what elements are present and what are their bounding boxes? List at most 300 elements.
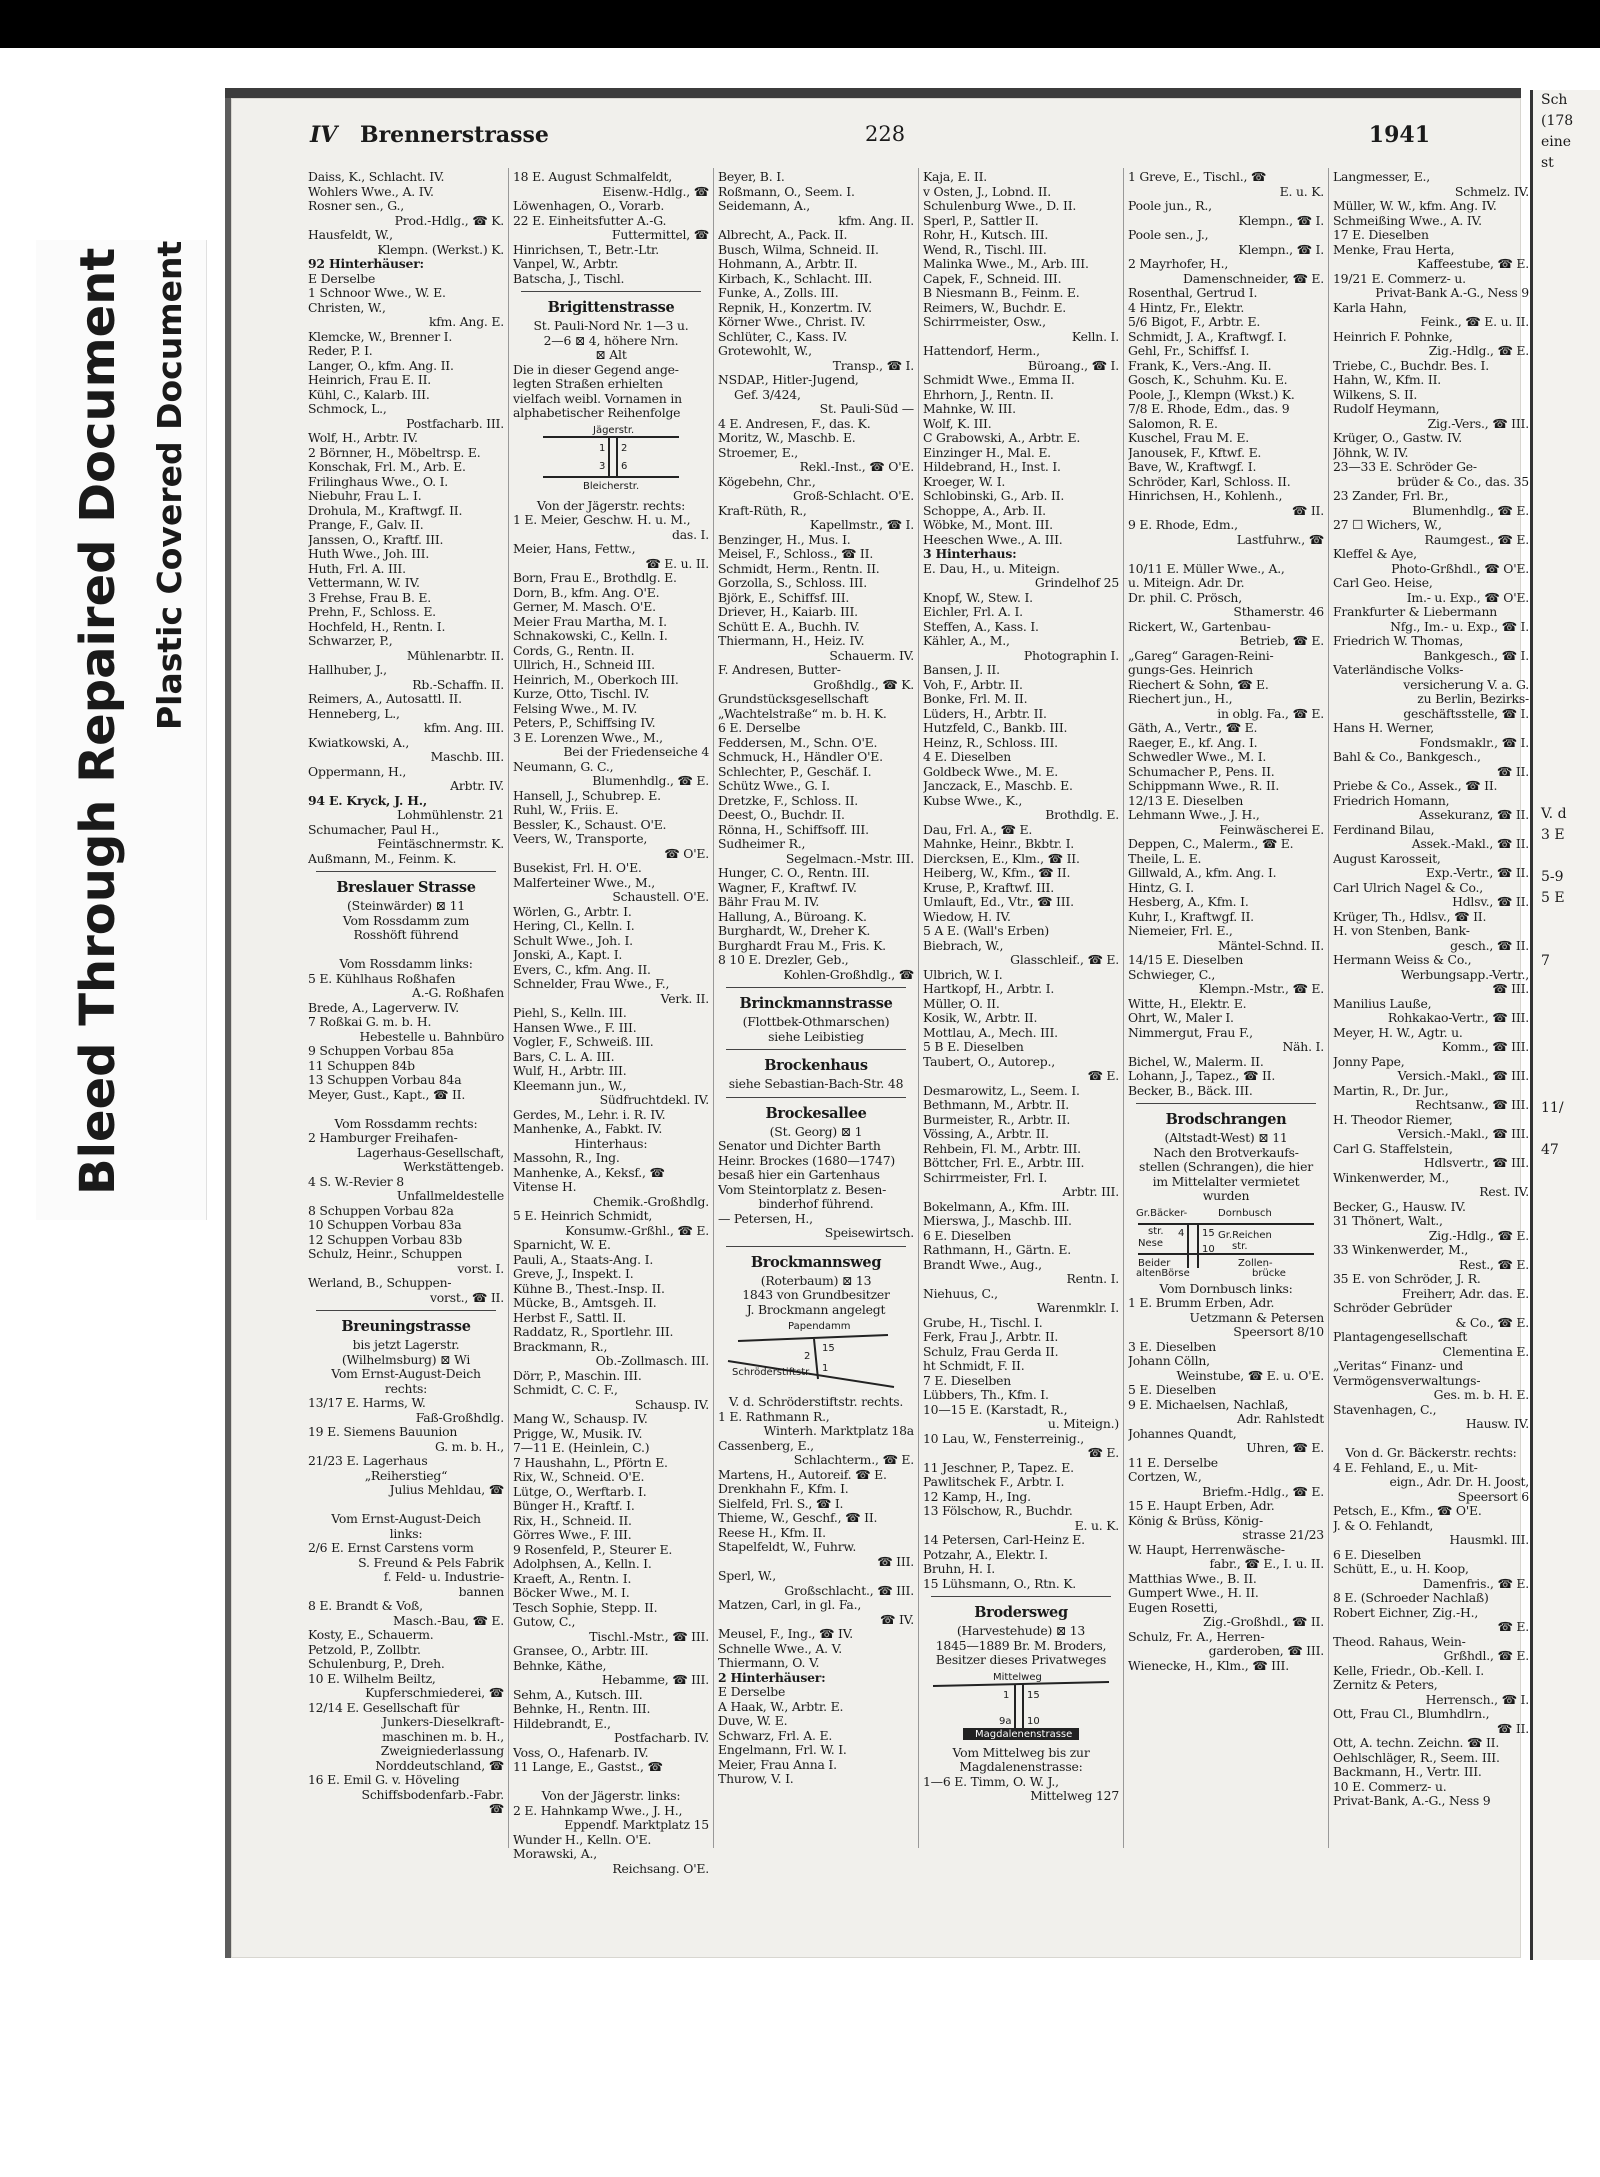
directory-line: Maschb. III. xyxy=(430,750,504,764)
adjacent-page-line xyxy=(1533,258,1600,279)
directory-line: 16 E. Emil G. v. Höveling xyxy=(308,1773,460,1787)
directory-line: E. Dau, H., u. Miteign. xyxy=(923,561,1060,576)
directory-line: 15 Lühsmann, O., Rtn. K. xyxy=(923,1576,1077,1591)
directory-line: Bars, C. L. A. III. xyxy=(513,1049,615,1064)
directory-line: Schnelle Wwe., A. V. xyxy=(718,1641,842,1656)
directory-line: Feintäschnermstr. K. xyxy=(377,837,504,851)
directory-line: Drenkhahn F., Kfm. I. xyxy=(718,1482,849,1496)
directory-line: Johannes Quandt, xyxy=(1128,1426,1237,1441)
section-rule xyxy=(521,291,701,292)
directory-line: Nach den Brotverkaufs- xyxy=(1153,1145,1299,1160)
directory-line: 19 E. Siemens Bauunion xyxy=(308,1425,458,1439)
map-label-baeckerstr: Gr.Bäcker- xyxy=(1136,1207,1188,1219)
street-map-mittelweg xyxy=(923,1672,1119,1742)
directory-line: kfm. Ang. II. xyxy=(838,213,914,228)
directory-line: Damenfris., ☎ E. xyxy=(1422,1576,1529,1591)
directory-line: Biebrach, W., xyxy=(923,938,1004,953)
street-heading: Brinckmannstrasse xyxy=(739,995,893,1012)
directory-line: Kögebehn, Chr., xyxy=(718,474,816,489)
section-rule xyxy=(931,1596,1111,1597)
directory-line: Becker, B., Bäck. III. xyxy=(1128,1083,1253,1098)
directory-line: 94 E. Kryck, J. H., xyxy=(308,793,427,808)
directory-line: Schumacher, Paul H., xyxy=(308,822,439,837)
directory-line: Bansen, J. II. xyxy=(923,663,1000,677)
directory-line: Petzold, P., Zollbtr. xyxy=(308,1642,421,1657)
directory-line: — Petersen, H., xyxy=(718,1211,813,1226)
directory-line: Backmann, H., Vertr. III. xyxy=(1333,1765,1482,1779)
map-house-number: 4 xyxy=(1178,1227,1185,1239)
directory-line: Brede, A., Lagerverw. IV. xyxy=(308,1000,459,1015)
directory-line: Heeschen Wwe., A. III. xyxy=(923,532,1063,547)
directory-line: Zig.-Großhdl., ☎ II. xyxy=(1203,1615,1324,1629)
directory-line: Gillwald, A., kfm. Ang. I. xyxy=(1128,866,1277,880)
directory-line: (St. Georg) ⊠ 1 xyxy=(769,1124,863,1139)
directory-line: Ehrhorn, J., Rentn. II. xyxy=(923,387,1054,402)
directory-line: Wörlen, G., Arbtr. I. xyxy=(513,904,632,919)
directory-line: Eppendf. Marktplatz 15 xyxy=(564,1818,709,1832)
directory-line: Schaustell. O'E. xyxy=(612,890,709,904)
directory-line: 1843 von Grundbesitzer xyxy=(742,1288,890,1302)
directory-line: 92 Hinterhäuser: xyxy=(308,257,424,271)
directory-line: Müller, O. II. xyxy=(923,996,1000,1011)
directory-line: 5 E. Dieselben xyxy=(1128,1383,1217,1397)
directory-line: Rekl.-Inst., ☎ O'E. xyxy=(799,460,914,474)
adjacent-page-line xyxy=(1533,237,1600,258)
directory-line: Hochfeld, H., Rentn. I. xyxy=(308,619,446,634)
directory-line: Feink., ☎ E. u. II. xyxy=(1420,315,1529,329)
directory-line: Speersort 6 xyxy=(1457,1489,1529,1504)
directory-line: Raumgest., ☎ E. xyxy=(1424,532,1529,547)
directory-line: Bethmann, M., Arbtr. II. xyxy=(923,1098,1070,1112)
directory-line: Lübbers, Th., Kfm. I. xyxy=(923,1388,1049,1402)
directory-line: A Haak, W., Arbtr. E. xyxy=(718,1699,844,1714)
directory-line: ☎ E. xyxy=(1087,1446,1119,1460)
directory-line: Gosch, K., Schuhm. Ku. E. xyxy=(1128,373,1288,387)
directory-line: V. d. Schröderstiftstr. rechts. xyxy=(728,1395,904,1409)
directory-line: Reimers, W., Buchdr. E. xyxy=(923,300,1067,315)
directory-line: Hutzfeld, C., Bankb. III. xyxy=(923,721,1068,735)
directory-line: Kleffel & Aye, xyxy=(1333,547,1417,561)
directory-line: Thiermann, O. V. xyxy=(718,1656,820,1670)
directory-line: bis jetzt Lagerstr. xyxy=(352,1338,460,1352)
directory-line: 7—11 E. (Heinlein, C.) xyxy=(513,1441,650,1455)
directory-line: Lehmann Wwe., J. H., xyxy=(1128,808,1260,822)
directory-line: Ulbrich, W. I. xyxy=(923,967,1003,982)
directory-line: Wagner, F., Kraftwf. IV. xyxy=(718,880,857,895)
map-label-zollenbruecke: Zollen- xyxy=(1238,1257,1273,1269)
directory-line: Lastfuhrw., ☎ xyxy=(1236,532,1324,547)
adjacent-page-line xyxy=(1533,489,1600,510)
directory-column-5 xyxy=(1128,170,1324,1890)
directory-line: Transp., ☎ I. xyxy=(832,358,914,373)
directory-line: Riechert & Sohn, ☎ E. xyxy=(1128,677,1269,692)
directory-line: 23—33 E. Schröder Ge- xyxy=(1333,460,1477,474)
directory-line: Gumpert Wwe., H. II. xyxy=(1128,1586,1259,1600)
directory-line: Born, Frau E., Brothdlg. E. xyxy=(513,571,677,585)
directory-line: Schütz Wwe., G. I. xyxy=(718,779,830,793)
directory-line: St. Pauli-Süd — xyxy=(819,402,914,416)
directory-line: Privat-Bank A.-G., Ness 9 xyxy=(1375,286,1529,300)
directory-line: Gef. 3/424, xyxy=(734,387,801,402)
directory-line: Behnke, Käthe, xyxy=(513,1658,607,1673)
directory-line: Pawlitschek F., Arbtr. I. xyxy=(923,1475,1065,1489)
adjacent-page-line xyxy=(1533,510,1600,531)
directory-line: Kurze, Otto, Tischl. IV. xyxy=(513,687,650,701)
directory-line: binderhof führend. xyxy=(758,1197,874,1211)
directory-line: & Co., ☎ E. xyxy=(1455,1315,1529,1330)
directory-line: H. von Stenben, Bank- xyxy=(1333,924,1470,938)
directory-line: Lüders, H., Arbtr. II. xyxy=(923,706,1047,721)
scan-top-border xyxy=(0,0,1600,48)
directory-line: Deppen, C., Malerm., ☎ E. xyxy=(1128,837,1294,851)
directory-line: St. Pauli-Nord Nr. 1—3 u. xyxy=(533,319,689,333)
directory-line: Schoppe, A., Arb. II. xyxy=(923,503,1046,518)
directory-line: Exp.-Vertr., ☎ II. xyxy=(1425,866,1529,880)
directory-line: Thurow, V. I. xyxy=(718,1772,794,1786)
directory-line: Schausp. IV. xyxy=(634,1397,709,1412)
directory-line: Hildebrand, H., Inst. I. xyxy=(923,460,1061,474)
directory-line: Kühne B., Thest.-Insp. II. xyxy=(513,1281,665,1296)
directory-line: Mahnke, Heinr., Bkbtr. I. xyxy=(923,837,1075,851)
directory-line: Ohrt, W., Maler I. xyxy=(1128,1011,1234,1025)
directory-line: Meusel, F., Ing., ☎ IV. xyxy=(718,1627,854,1641)
directory-line: 33 Winkenwerder, M., xyxy=(1333,1243,1469,1257)
directory-line: Goldbeck Wwe., M. E. xyxy=(923,764,1058,779)
adjacent-page-line: 3 E xyxy=(1541,827,1565,843)
directory-line: Vaterländische Volks- xyxy=(1333,663,1464,677)
directory-line: ☎ III. xyxy=(877,1554,914,1569)
directory-line: ⊠ Alt xyxy=(595,348,627,362)
directory-line: Heinrich F. Pohnke, xyxy=(1333,329,1453,344)
directory-line: Herbst F., Sattl. II. xyxy=(513,1310,626,1325)
street-heading: Brockmannsweg xyxy=(750,1253,882,1271)
directory-line: Stavenhagen, C., xyxy=(1333,1402,1437,1417)
directory-line: 12/13 E. Dieselben xyxy=(1128,793,1244,808)
directory-line: Mierswa, J., Maschb. III. xyxy=(923,1214,1072,1228)
directory-line: Burghardt, W., Dreher K. xyxy=(718,924,871,938)
directory-line: Theile, L. E. xyxy=(1128,851,1202,866)
directory-line: Wolf, H., Arbtr. IV. xyxy=(308,431,418,445)
section-number: IV xyxy=(310,122,338,148)
directory-line: Schult Wwe., Joh. I. xyxy=(513,933,633,948)
directory-line: Grube, H., Tischl. I. xyxy=(923,1315,1043,1330)
directory-line: Briefm.-Hdlg., ☎ E. xyxy=(1202,1484,1324,1499)
map-label-reichenstr: str. xyxy=(1232,1240,1248,1252)
directory-line: Neumann, G. C., xyxy=(513,759,614,774)
directory-line: Schmuck, H., Händler O'E. xyxy=(718,750,883,764)
directory-line: Rosshöft führend xyxy=(353,928,459,942)
directory-line: Ott, A. techn. Zeichn. ☎ II. xyxy=(1333,1736,1500,1750)
directory-line: Lohmühlenstr. 21 xyxy=(397,808,504,822)
directory-line: Mang W., Schausp. IV. xyxy=(513,1412,648,1426)
directory-line: Bessler, K., Schaust. O'E. xyxy=(513,817,667,832)
adjacent-page-line xyxy=(1533,993,1600,1014)
directory-line: in oblg. Fa., ☎ E. xyxy=(1217,706,1324,721)
directory-line xyxy=(308,1102,504,1117)
directory-line: Schütt E. A., Buchh. IV. xyxy=(718,619,860,634)
directory-line: Vermögensverwaltungs- xyxy=(1333,1373,1481,1388)
directory-line: Kraft-Rüth, R., xyxy=(718,503,807,518)
directory-line: Kapellmstr., ☎ I. xyxy=(809,518,914,532)
directory-line: Versich.-Makl., ☎ III. xyxy=(1397,1127,1529,1141)
column-divider xyxy=(508,168,509,1848)
directory-line: Janssen, O., Kraftf. III. xyxy=(308,532,444,547)
directory-line: 22 E. Einheitsfutter A.-G. xyxy=(513,213,667,228)
directory-line: Rudolf Heymann, xyxy=(1333,402,1440,416)
directory-line: Becker, G., Hausw. IV. xyxy=(1333,1199,1466,1214)
directory-line: Näh. I. xyxy=(1282,1040,1324,1054)
directory-line: 19/21 E. Commerz- u. xyxy=(1333,271,1466,286)
directory-line: kfm. Ang. E. xyxy=(428,315,504,329)
directory-line: 21/23 E. Lagerhaus xyxy=(308,1454,428,1468)
directory-line: Futtermittel, ☎ xyxy=(611,228,709,242)
directory-line: Hattendorf, Herm., xyxy=(923,344,1040,358)
directory-line: Dau, Frl. A., ☎ E. xyxy=(923,822,1033,837)
directory-line: Henneberg, L., xyxy=(308,706,400,721)
street-heading: Brockenhaus xyxy=(764,1057,868,1074)
directory-line: 2 E. Hahnkamp Wwe., J. H., xyxy=(513,1803,683,1818)
adjacent-page-line xyxy=(1533,1056,1600,1077)
directory-line: bannen xyxy=(458,1584,504,1599)
directory-line: Huth Wwe., Joh. III. xyxy=(308,547,430,561)
adjacent-page-line xyxy=(1533,909,1600,930)
adjacent-page-line xyxy=(1533,972,1600,993)
adjacent-page-line: 7 xyxy=(1541,953,1550,969)
directory-line: Kraeft, A., Rentn. I. xyxy=(513,1571,632,1586)
directory-line: Rickert, W., Gartenbau- xyxy=(1128,619,1271,634)
directory-line: 4 E. Dieselben xyxy=(923,750,1012,764)
directory-line: Dorn, B., kfm. Ang. O'E. xyxy=(513,585,660,600)
directory-line: 8 Schuppen Vorbau 82a xyxy=(308,1203,454,1218)
adjacent-page-line: 5-9 xyxy=(1541,869,1564,885)
directory-line xyxy=(513,1775,709,1790)
directory-line: Matthias Wwe., B. II. xyxy=(1128,1571,1257,1586)
directory-line: Bave, W., Kraftwgf. I. xyxy=(1128,460,1257,474)
directory-line: H. Theodor Riemer, xyxy=(1333,1112,1453,1127)
directory-line: Pauli, A., Staats-Ang. I. xyxy=(513,1252,654,1267)
directory-line: Christen, W., xyxy=(308,300,386,315)
directory-line: Hintz, G. I. xyxy=(1128,880,1194,895)
directory-line: „Wachtelstraße“ m. b. H. K. xyxy=(718,706,887,721)
directory-line: E. u. K. xyxy=(1074,1518,1119,1533)
directory-line: Thieme, W., Geschf., ☎ II. xyxy=(718,1511,878,1525)
directory-line: Privat-Bank, A.-G., Ness 9 xyxy=(1333,1794,1491,1808)
directory-line: Verk. II. xyxy=(660,991,709,1006)
directory-line: Von der Jägerstr. links: xyxy=(541,1789,681,1803)
directory-line: Im.- u. Exp., ☎ O'E. xyxy=(1406,590,1529,605)
directory-line: wurden xyxy=(1202,1189,1250,1203)
directory-line: Stroemer, E., xyxy=(718,445,799,460)
directory-line: Vogler, F., Schweiß. III. xyxy=(513,1035,654,1049)
map-label-jaegerstr: Jägerstr. xyxy=(593,424,635,436)
directory-line: Malferteiner Wwe., M., xyxy=(513,875,655,890)
directory-line: zu Berlin, Bezirks- xyxy=(1417,692,1529,706)
adjacent-page-line xyxy=(1533,531,1600,552)
directory-line: Cortzen, W., xyxy=(1128,1470,1202,1484)
directory-line: 11 Schuppen 84b xyxy=(308,1058,415,1073)
directory-line: (Flottbek-Othmarschen) xyxy=(742,1015,890,1029)
section-rule xyxy=(316,1310,496,1311)
directory-line: Kroeger, W. I. xyxy=(923,474,1006,489)
directory-line: (Wilhelmsburg) ⊠ Wi xyxy=(341,1352,471,1367)
directory-line: Fondsmaklr., ☎ I. xyxy=(1419,735,1529,750)
directory-line: ☎ II. xyxy=(1496,764,1529,779)
directory-line: Vanpel, W., Arbtr. xyxy=(513,257,619,271)
directory-line: Sehm, A., Kutsch. III. xyxy=(513,1687,643,1702)
adjacent-page-line xyxy=(1533,468,1600,489)
directory-line: Malinka Wwe., M., Arb. III. xyxy=(923,257,1089,271)
directory-line: Kelln. I. xyxy=(1071,329,1119,344)
directory-line: u. Miteign. Adr. Dr. xyxy=(1128,576,1245,590)
directory-line: (Harvestehude) ⊠ 13 xyxy=(956,1624,1086,1638)
directory-line: 3 Frehse, Frau B. E. xyxy=(308,590,432,605)
directory-line: „Reiherstieg“ xyxy=(364,1468,448,1483)
directory-line: Heiberg, W., Kfm., ☎ II. xyxy=(923,866,1071,880)
directory-line: Duve, W. E. xyxy=(718,1714,788,1728)
directory-line: eign., Adr. Dr. H. Joost, xyxy=(1389,1475,1529,1489)
directory-line: Nimmergut, Frau F., xyxy=(1128,1025,1253,1040)
directory-line: gungs-Ges. Heinrich xyxy=(1128,663,1253,677)
directory-line: Assek.-Makl., ☎ II. xyxy=(1411,837,1529,851)
directory-line: Frilinghaus Wwe., O. I. xyxy=(308,474,448,489)
adjacent-page-line: st xyxy=(1541,155,1554,171)
directory-line: Ges. m. b. H. E. xyxy=(1433,1388,1529,1402)
map-label-nese: Nese xyxy=(1138,1237,1163,1249)
directory-line: Wolf, K. III. xyxy=(923,416,992,431)
directory-line: Reder, P. I. xyxy=(308,344,373,358)
directory-line: Brackmann, R., xyxy=(513,1339,608,1354)
directory-line: Hansen Wwe., F. III. xyxy=(513,1020,637,1035)
directory-line: Capek, F., Schneid. III. xyxy=(923,271,1062,286)
directory-line: Knopf, W., Stew. I. xyxy=(923,590,1033,605)
street-heading: Brodschrangen xyxy=(1165,1111,1287,1128)
page-top-shadow xyxy=(225,88,1521,98)
directory-line: 15 E. Haupt Erben, Adr. xyxy=(1128,1499,1275,1513)
directory-line: vorst., ☎ II. xyxy=(429,1290,504,1305)
directory-line: Ullrich, H., Schneid III. xyxy=(513,658,655,672)
directory-line: Schwarz, Frl. A. E. xyxy=(718,1728,833,1743)
directory-line: ☎ xyxy=(488,1802,504,1816)
directory-line: Schröder Gebrüder xyxy=(1333,1301,1452,1315)
directory-line: vorst. I. xyxy=(457,1261,504,1276)
directory-line: Grßhdl., ☎ E. xyxy=(1443,1649,1529,1663)
directory-line: Schippmann Wwe., R. II. xyxy=(1128,779,1280,793)
directory-line: ☎ III. xyxy=(1492,982,1529,996)
directory-column-4 xyxy=(923,170,1119,1890)
directory-line: ☎ E. xyxy=(1497,1620,1529,1634)
directory-line: Hesberg, A., Kfm. I. xyxy=(1128,895,1249,909)
directory-line: Damenschneider, ☎ E. xyxy=(1183,271,1324,286)
directory-line: Klempn. (Werkst.) K. xyxy=(377,242,504,257)
directory-line: Raddatz, R., Sportlehr. III. xyxy=(513,1325,674,1339)
directory-line: Körner Wwe., Christ. IV. xyxy=(718,315,866,329)
directory-line: Daiss, K., Schlacht. IV. xyxy=(308,170,445,184)
directory-line: 31 Thönert, Walt., xyxy=(1333,1214,1443,1228)
directory-line: Kleemann jun., W., xyxy=(513,1078,627,1093)
directory-line: Vom Ernst-August-Deich xyxy=(331,1367,481,1381)
directory-line: Heinrich, Frau E. II. xyxy=(308,373,432,387)
directory-line: Langer, O., kfm. Ang. II. xyxy=(308,358,454,373)
directory-line: Schmeißing Wwe., A. IV. xyxy=(1333,213,1482,228)
directory-line: ☎ IV. xyxy=(880,1612,914,1627)
directory-line: 1845—1889 Br. M. Broders, xyxy=(935,1638,1107,1653)
map-label-bleicherstr: Bleicherstr. xyxy=(583,480,640,492)
directory-line: Seidemann, A., xyxy=(718,199,811,213)
map-house-number: 10 xyxy=(1202,1243,1215,1255)
directory-line: Matzen, Carl, in gl. Fa., xyxy=(718,1598,862,1612)
directory-line: Carl Ulrich Nagel & Co., xyxy=(1333,880,1484,895)
directory-line: Hinrichsen, H., Kohlenh., xyxy=(1128,489,1283,503)
section-rule xyxy=(1136,1103,1316,1104)
directory-line: Niehuus, C., xyxy=(923,1286,998,1301)
directory-line: Evers, C., kfm. Ang. II. xyxy=(513,962,651,977)
directory-line: Heinz, R., Schloss. III. xyxy=(923,735,1058,750)
directory-line: 10 Schuppen Vorbau 83a xyxy=(308,1218,462,1232)
directory-line: Büroang., ☎ I. xyxy=(1028,358,1119,373)
adjacent-page-line xyxy=(1533,657,1600,678)
directory-line: Hunger, C. O., Rentn. III. xyxy=(718,866,870,880)
directory-line: Schulenburg, P., Dreh. xyxy=(308,1657,445,1671)
directory-line: Außmann, M., Feinm. K. xyxy=(308,851,457,866)
directory-line: Rechtsanw., ☎ III. xyxy=(1415,1098,1529,1112)
adjacent-page-line xyxy=(1533,195,1600,216)
directory-line: 3 E. Lorenzen Wwe., M., xyxy=(513,730,663,745)
directory-line: 11 E. Derselbe xyxy=(1128,1455,1218,1470)
directory-line: Junkers-Dieselkraft- xyxy=(382,1715,504,1729)
directory-line: Schnakowski, C., Kelln. I. xyxy=(513,629,668,643)
adjacent-page-line xyxy=(1533,1077,1600,1098)
directory-line: Meier Frau Martha, M. I. xyxy=(513,614,667,629)
directory-line: Raeger, E., kf. Ang. I. xyxy=(1128,735,1258,750)
directory-column-2 xyxy=(513,170,709,1890)
directory-line: Wienecke, H., Klm., ☎ III. xyxy=(1128,1658,1289,1673)
directory-line: Oehlschläger, R., Seem. III. xyxy=(1333,1750,1500,1765)
directory-line: Martens, H., Autoreif. ☎ E. xyxy=(718,1467,887,1482)
directory-line: Gerdes, M., Lehr. i. R. IV. xyxy=(513,1107,666,1122)
directory-line: Peters, P., Schiffsing IV. xyxy=(513,716,656,730)
directory-line: Kelle, Friedr., Ob.-Kell. I. xyxy=(1333,1663,1485,1678)
map-label-mittelweg: Mittelweg xyxy=(993,1671,1042,1683)
directory-line: 3 Hinterhaus: xyxy=(923,547,1017,561)
directory-line: Manhenke, A., Keksf., ☎ xyxy=(513,1165,665,1180)
directory-line: J. Brockmann angelegt xyxy=(746,1302,886,1317)
directory-line: Sparnicht, W. E. xyxy=(513,1238,611,1252)
directory-line: Sielfeld, Frl. S., ☎ I. xyxy=(718,1496,844,1511)
directory-line: siehe Sebastian-Bach-Str. 48 xyxy=(728,1077,904,1091)
directory-line: Kubse Wwe., K., xyxy=(923,793,1023,808)
directory-line: Schwedler Wwe., M. I. xyxy=(1128,750,1267,764)
directory-line: Gutow, C., xyxy=(513,1615,576,1629)
directory-line: Senator und Dichter Barth xyxy=(718,1139,881,1153)
directory-line: Roßmann, O., Seem. I. xyxy=(718,184,855,199)
directory-line: 11 Jeschner, P., Tapez. E. xyxy=(923,1460,1074,1475)
directory-line: 2/6 E. Ernst Carstens vorm xyxy=(308,1541,474,1555)
directory-line: Vössing, A., Arbtr. II. xyxy=(923,1127,1049,1141)
directory-line: Johann Cölln, xyxy=(1128,1354,1210,1368)
directory-line: 5 E. Heinrich Schmidt, xyxy=(513,1209,653,1223)
directory-line: Schumacher P., Pens. II. xyxy=(1128,764,1275,779)
directory-line: Hahn, W., Kfm. II. xyxy=(1333,373,1442,387)
directory-line: 5 B E. Dieselben xyxy=(923,1040,1024,1054)
directory-line: Wiedow, H. IV. xyxy=(923,909,1011,924)
directory-line: Löwenhagen, O., Vorarb. xyxy=(513,199,665,213)
adjacent-page-line xyxy=(1533,1119,1600,1140)
map-house-number: 2 xyxy=(804,1351,811,1362)
directory-line: Glasschleif., ☎ E. xyxy=(1010,953,1119,967)
directory-line: 4 E. Andresen, F., das. K. xyxy=(718,416,871,431)
map-house-number: 15 xyxy=(1202,1227,1215,1239)
directory-line: Arbtr. IV. xyxy=(450,779,504,793)
